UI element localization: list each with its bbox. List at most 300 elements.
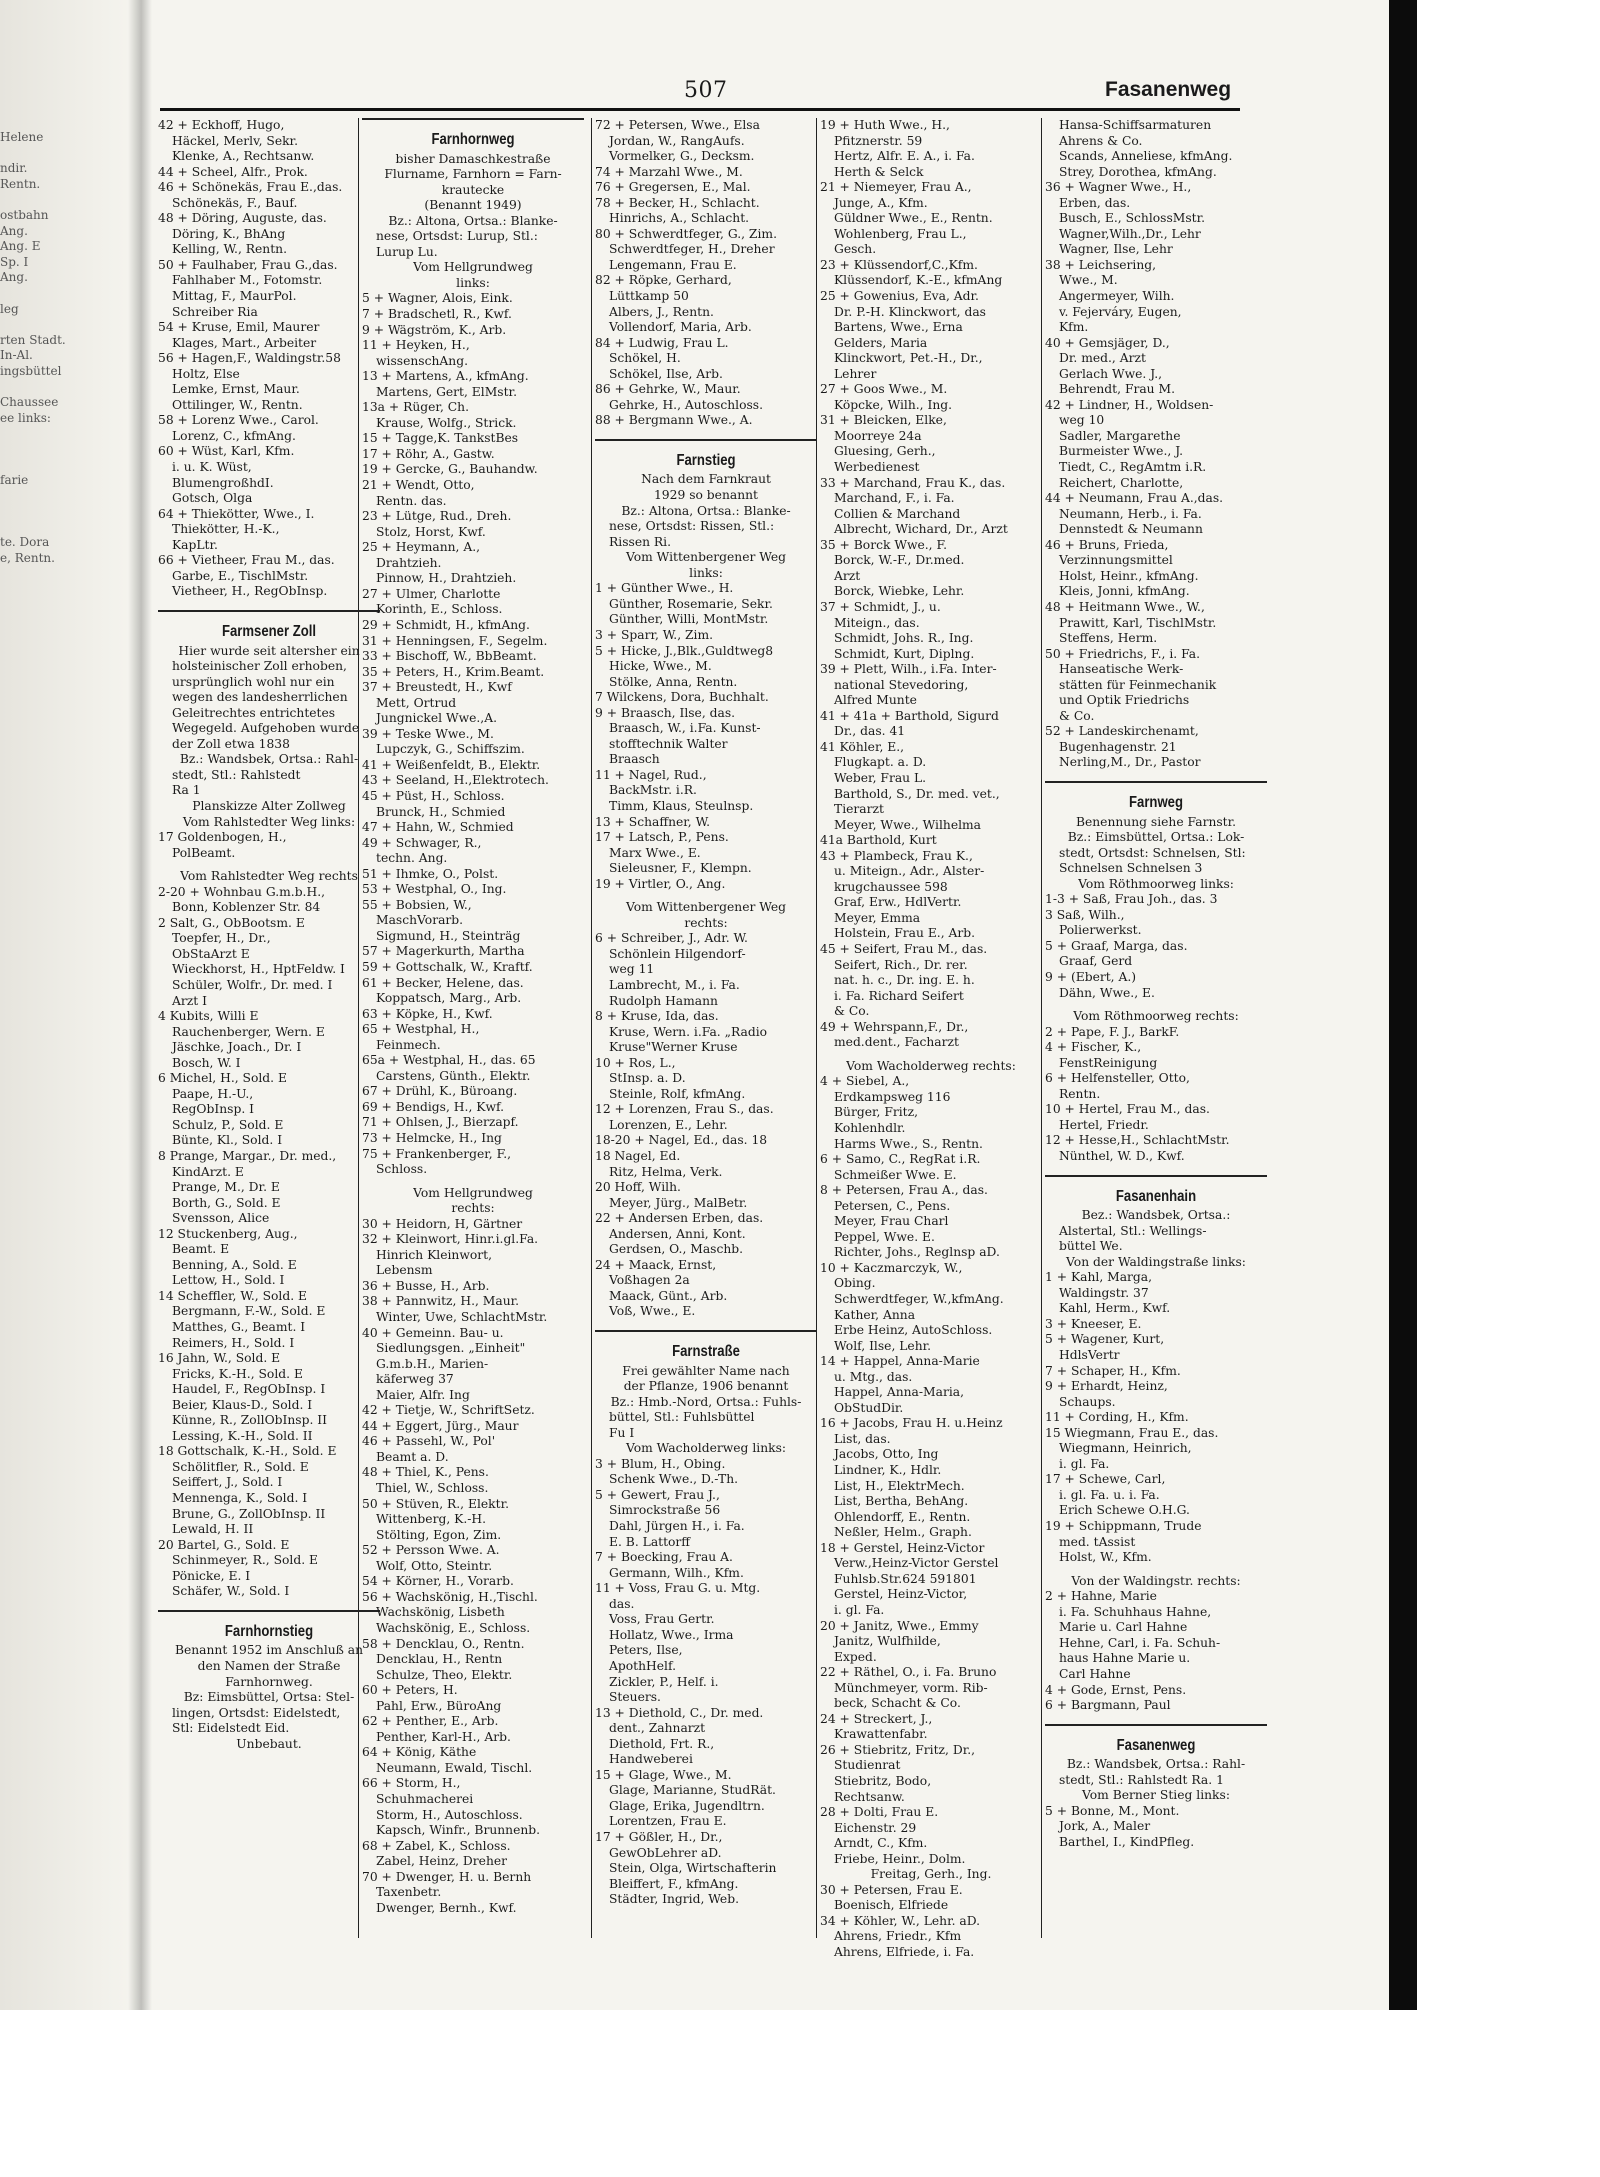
- directory-entry: List, H., ElektrMech.: [834, 1478, 965, 1493]
- directory-entry: Sieleusner, F., Klempn.: [609, 861, 752, 876]
- directory-entry: Holst, Heinr., kfmAng.: [1059, 568, 1199, 583]
- directory-entry: Bleiffert, F., kfmAng.: [609, 1876, 739, 1891]
- directory-entry: Güldner Wwe., E., Rentn.: [834, 211, 993, 226]
- directory-entry: Barthold, S., Dr. med. vet.,: [834, 786, 1000, 801]
- fragment-line: [0, 317, 56, 333]
- directory-entry: Andersen, Anni, Kont.: [609, 1226, 746, 1241]
- directory-entry: Weber, Frau L.: [834, 770, 927, 785]
- directory-entry: Mittag, F., MaurPol.: [172, 289, 297, 304]
- directory-entry: Zickler, P., Helf. i.: [609, 1674, 719, 1689]
- street-heading: Farnstraße: [672, 1343, 740, 1361]
- directory-entry: wegen des landesherrlichen: [172, 690, 348, 705]
- directory-entry: Vietheer, H., RegObInsp.: [172, 584, 328, 599]
- directory-entry: Wohlenberg, Frau L.,: [834, 226, 967, 241]
- directory-entry: Stein, Olga, Wirtschafterin: [609, 1861, 777, 1876]
- directory-entry: stätten für Feinmechanik: [1059, 677, 1217, 692]
- directory-entry: Reichert, Charlotte,: [1059, 475, 1184, 490]
- directory-entry: Erbe Heinz, AutoSchloss.: [834, 1323, 993, 1338]
- directory-entry: 41 Köhler, E.,: [820, 739, 905, 754]
- directory-entry: stedt, Ortsdst: Schnelsen, Stl:: [1059, 845, 1246, 860]
- directory-entry: Arndt, C., Kfm.: [834, 1836, 928, 1851]
- directory-entry: Schwerdtfeger, W.,kfmAng.: [834, 1292, 1004, 1307]
- directory-entry: Jork, A., Maler: [1059, 1819, 1151, 1834]
- directory-entry: 5 + Bonne, M., Mont.: [1045, 1803, 1180, 1818]
- directory-entry: Bz.: Eimsbüttel, Ortsa.: Lok-: [1067, 830, 1245, 845]
- directory-entry: Fricks, K.-H., Sold. E: [172, 1366, 303, 1381]
- directory-entry: 25 + Gowenius, Eva, Adr.: [820, 289, 979, 304]
- directory-entry: Köpcke, Wilh., Ing.: [834, 397, 953, 412]
- directory-entry: Behrendt, Frau M.: [1059, 382, 1176, 397]
- directory-entry: Krause, Wolfg., Strick.: [376, 415, 517, 430]
- directory-entry: Vom Wittenbergener Weg: [625, 900, 787, 915]
- directory-entry: nese, Ortsdst: Lurup, Stl.:: [376, 229, 538, 244]
- directory-entry: Arzt: [834, 568, 861, 583]
- directory-entry: Lambrecht, M., i. Fa.: [609, 977, 740, 992]
- directory-entry: Wagner,Wilh.,Dr., Lehr: [1059, 226, 1201, 241]
- directory-entry: 13 + Diethold, C., Dr. med.: [595, 1705, 764, 1720]
- directory-entry: 11 + Nagel, Rud.,: [595, 767, 707, 782]
- directory-entry: Drahtzieh.: [376, 555, 442, 570]
- fragment-line: e, Rentn.: [0, 551, 55, 566]
- directory-entry: Borth, G., Sold. E: [172, 1195, 281, 1210]
- directory-entry: Bez.: Wandsbek, Ortsa.:: [1081, 1208, 1231, 1223]
- directory-entry: 56 + Wachskönig, H.,Tischl.: [362, 1589, 538, 1604]
- directory-entry: Steuers.: [609, 1690, 661, 1705]
- directory-entry: 50 + Faulhaber, Frau G.,das.: [158, 257, 338, 272]
- directory-entry: Schreiber Ria: [172, 304, 258, 319]
- directory-entry: Schäfer, W., Sold. I: [172, 1584, 290, 1599]
- directory-entry: 6 + Schreiber, J., Adr. W.: [595, 931, 748, 946]
- directory-entry: 23 + Lütge, Rud., Dreh.: [362, 509, 512, 524]
- directory-entry: Kruse"Werner Kruse: [609, 1040, 738, 1055]
- directory-entry: 11 + Cording, H., Kfm.: [1045, 1410, 1189, 1425]
- street-heading: Farmsener Zoll: [221, 622, 317, 640]
- directory-entry: Vom Rahlstedter Weg links:: [182, 814, 356, 829]
- directory-entry: Graaf, Gerd: [1059, 954, 1133, 969]
- directory-entry: 82 + Röpke, Gerhard,: [595, 273, 732, 288]
- directory-entry: Stiebritz, Bodo,: [834, 1773, 932, 1788]
- directory-entry: 76 + Gregersen, E., Mal.: [595, 180, 751, 195]
- directory-entry: Kfm.: [1059, 320, 1089, 335]
- directory-entry: Neßler, Helm., Graph.: [834, 1525, 972, 1540]
- directory-entry: GewObLehrer aD.: [609, 1845, 722, 1860]
- directory-entry: 9 + (Ebert, A.): [1045, 969, 1137, 984]
- directory-entry: Borck, W.-F., Dr.med.: [834, 553, 965, 568]
- fragment-line: ee links:: [0, 410, 51, 425]
- directory-entry: Hinrichs, A., Schlacht.: [609, 211, 750, 226]
- directory-entry: links:: [456, 275, 490, 290]
- fragment-line: te. Dora: [0, 535, 50, 550]
- directory-entry: Voßhagen 2a: [609, 1273, 690, 1288]
- directory-entry: 15 Wiegmann, Frau E., das.: [1045, 1425, 1219, 1440]
- directory-entry: Vom Röthmoorweg rechts:: [1073, 1009, 1239, 1024]
- directory-entry: 17 Goldenbogen, H.,: [158, 830, 287, 845]
- directory-entry: Vom Berner Stieg links:: [1082, 1788, 1230, 1803]
- directory-entry: 20 + Janitz, Wwe., Emmy: [820, 1618, 979, 1633]
- directory-entry: 45 + Püst, H., Schloss.: [362, 788, 505, 803]
- directory-entry: 31 + Henningsen, F., Segelm.: [362, 633, 548, 648]
- directory-column-2: [362, 118, 584, 1958]
- fragment-line: Ang.: [0, 270, 28, 285]
- fragment-line: In-Al.: [0, 348, 33, 363]
- street-heading: Fasanenhain: [1115, 1187, 1197, 1205]
- fragment-line: [0, 146, 56, 162]
- directory-entry: national Stevedoring,: [834, 677, 969, 692]
- directory-entry: Seiffert, J., Sold. I: [172, 1475, 283, 1490]
- directory-entry: Janitz, Wulfhilde,: [834, 1634, 941, 1649]
- directory-entry: Barthel, I., KindPfleg.: [1059, 1834, 1195, 1849]
- directory-entry: Ritz, Helma, Verk.: [609, 1164, 723, 1179]
- directory-entry: Borck, Wiebke, Lehr.: [834, 584, 965, 599]
- directory-entry: 49 + Schwager, R.,: [362, 835, 482, 850]
- directory-entry: Planskizze Alter Zollweg: [192, 798, 346, 813]
- directory-entry: 25 + Heymann, A.,: [362, 540, 481, 555]
- directory-entry: Albrecht, Wichard, Dr., Arzt: [834, 522, 1008, 537]
- directory-entry: 75 + Frankenberger, F.,: [362, 1146, 512, 1161]
- directory-entry: Pahl, Erw., BüroAng: [376, 1698, 502, 1713]
- directory-entry: Exped.: [834, 1649, 877, 1664]
- directory-entry: List, Bertha, BehAng.: [834, 1494, 969, 1509]
- directory-entry: Eichenstr. 29: [834, 1820, 917, 1835]
- directory-entry: Alstertal, Stl.: Wellings-: [1059, 1223, 1207, 1238]
- fragment-line: ingsbüttel: [0, 363, 62, 378]
- directory-entry: Waldingstr. 37: [1059, 1285, 1149, 1300]
- directory-entry: 17 + Gößler, H., Dr.,: [595, 1829, 723, 1844]
- directory-entry: Junge, A., Kfm.: [834, 195, 928, 210]
- directory-entry: 34 + Köhler, W., Lehr. aD.: [820, 1913, 981, 1928]
- directory-entry: Günther, Rosemarie, Sekr.: [609, 596, 773, 611]
- previous-page-fragment: [0, 130, 66, 567]
- directory-entry: Lettow, H., Sold. I: [172, 1273, 285, 1288]
- directory-entry: Gerdsen, O., Maschb.: [609, 1242, 744, 1257]
- directory-entry: 64 + König, Käthe: [362, 1745, 477, 1760]
- directory-entry: Hicke, Wwe., M.: [609, 659, 712, 674]
- directory-entry: 19 + Huth Wwe., H.,: [820, 118, 950, 132]
- directory-entry: Bonn, Koblenzer Str. 84: [172, 900, 321, 915]
- directory-entry: 73 + Helmcke, H., Ing: [362, 1131, 502, 1145]
- directory-entry: Nerling,M., Dr., Pastor: [1059, 755, 1201, 770]
- directory-entry: 1 + Günther Wwe., H.: [595, 581, 734, 596]
- directory-entry: krugchaussee 598: [834, 879, 948, 894]
- directory-entry: Lebensm: [376, 1263, 433, 1278]
- directory-entry: 88 + Bergmann Wwe., A.: [595, 413, 753, 428]
- directory-entry: 4 + Siebel, A.,: [820, 1074, 910, 1089]
- spacer: [1045, 1001, 1267, 1009]
- directory-entry: Wachskönig, Lisbeth: [376, 1605, 505, 1620]
- directory-entry: 65a + Westphal, H., das. 65: [362, 1053, 536, 1068]
- directory-entry: Dwenger, Bernh., Kwf.: [376, 1900, 517, 1915]
- directory-entry: Rentn.: [1059, 1086, 1101, 1101]
- directory-entry: Lurup Lu.: [376, 244, 438, 259]
- directory-entry: Wachskönig, E., Schloss.: [376, 1620, 531, 1635]
- directory-entry: Bz.: Altona, Ortsa.: Blanke-: [621, 503, 791, 518]
- directory-entry: Kruse, Wern. i.Fa. „Radio: [609, 1024, 768, 1039]
- directory-entry: Krawattenfabr.: [834, 1727, 928, 1742]
- directory-entry: 1929 so benannt: [653, 488, 758, 503]
- directory-entry: 9 + Braasch, Ilse, das.: [595, 705, 736, 720]
- directory-entry: weg 10: [1059, 413, 1105, 428]
- directory-entry: dent., Zahnarzt: [609, 1721, 706, 1736]
- directory-entry: Brunck, H., Schmied: [376, 804, 506, 819]
- directory-entry: Beamt. E: [172, 1242, 230, 1257]
- directory-entry: 57 + Magerkurth, Martha: [362, 944, 525, 959]
- directory-entry: Lengemann, Frau E.: [609, 257, 737, 272]
- directory-entry: PolBeamt.: [172, 845, 236, 860]
- directory-entry: Dr., das. 41: [834, 724, 906, 739]
- fragment-line: [0, 286, 56, 302]
- directory-entry: Korinth, E., Schloss.: [376, 602, 503, 617]
- directory-entry: Zabel, Heinz, Dreher: [376, 1854, 508, 1869]
- directory-entry: Stl: Eidelstedt Eid.: [172, 1721, 290, 1736]
- directory-column-3: [595, 118, 817, 1958]
- directory-entry: Toepfer, H., Dr.,: [172, 931, 271, 946]
- directory-entry: Harms Wwe., S., Rentn.: [834, 1136, 983, 1151]
- directory-entry: 14 + Happel, Anna-Marie: [820, 1354, 980, 1369]
- directory-entry: Vom Röthmoorweg links:: [1078, 876, 1234, 891]
- directory-entry: Glage, Erika, Jugendltrn.: [609, 1798, 765, 1813]
- directory-entry: 18 + Gerstel, Heinz-Victor: [820, 1540, 985, 1555]
- directory-entry: 51 + Ihmke, O., Polst.: [362, 866, 499, 881]
- directory-entry: 8 Prange, Margar., Dr. med.,: [158, 1149, 337, 1163]
- directory-entry: Schenk Wwe., D.-Th.: [609, 1472, 739, 1487]
- directory-entry: 35 + Peters, H., Krim.Beamt.: [362, 664, 545, 679]
- section-rule: [595, 439, 817, 441]
- directory-entry: 1 + Kahl, Marga,: [1045, 1270, 1153, 1285]
- directory-entry: Ahrens & Co.: [1059, 133, 1143, 148]
- directory-entry: Von der Waldingstraße links:: [1066, 1254, 1246, 1269]
- directory-entry: Klüssendorf, K.-E., kfmAng: [834, 273, 1003, 288]
- directory-entry: Rauchenberger, Wern. E: [172, 1024, 325, 1039]
- directory-entry: 27 + Goos Wwe., M.: [820, 382, 948, 397]
- fragment-line: farie: [0, 473, 29, 488]
- directory-entry: Mett, Ortrud: [376, 695, 457, 710]
- directory-entry: 29 + Schmidt, H., kfmAng.: [362, 617, 530, 632]
- directory-entry: 60 + Wüst, Karl, Kfm.: [158, 444, 295, 459]
- directory-entry: Prange, M., Dr. E: [172, 1180, 280, 1195]
- directory-entry: Flurname, Farnhorn = Farn-: [384, 167, 562, 182]
- directory-entry: 53 + Westphal, O., Ing.: [362, 882, 507, 897]
- directory-entry: 5 + Hicke, J.,Blk.,Guldtweg8: [595, 643, 774, 658]
- directory-entry: 17 + Latsch, P., Pens.: [595, 830, 729, 845]
- directory-entry: Kapsch, Winfr., Brunnenb.: [376, 1823, 541, 1838]
- directory-entry: 62 + Penther, E., Arb.: [362, 1714, 499, 1729]
- section-rule: [362, 118, 584, 120]
- directory-entry: Wieckhorst, H., HptFeldw. I: [172, 962, 345, 977]
- directory-entry: Schwerdtfeger, H., Dreher: [609, 242, 775, 257]
- directory-entry: Gesch.: [834, 242, 877, 257]
- directory-entry: Bartens, Wwe., Erna: [834, 320, 963, 335]
- directory-entry: Fu I: [609, 1425, 635, 1440]
- directory-entry: 63 + Köpke, H., Kwf.: [362, 1006, 493, 1021]
- directory-entry: 6 Michel, H., Sold. E: [158, 1071, 287, 1086]
- directory-entry: Stolz, Horst, Kwf.: [376, 524, 486, 539]
- directory-entry: 16 + Jacobs, Frau H. u.Heinz: [820, 1416, 1003, 1431]
- directory-entry: Gotsch, Olga: [172, 491, 253, 506]
- directory-entry: Fuhlsb.Str.624 591801: [834, 1571, 977, 1586]
- directory-entry: Benning, A., Sold. E: [172, 1257, 297, 1272]
- fragment-line: leg: [0, 301, 19, 316]
- directory-entry: Benannt 1952 im Anschluß an: [174, 1643, 364, 1658]
- directory-entry: rechts:: [684, 915, 728, 930]
- directory-entry: 13 + Martens, A., kfmAng.: [362, 369, 529, 384]
- directory-entry: i. gl. Fa.: [834, 1602, 885, 1617]
- directory-entry: 36 + Busse, H., Arb.: [362, 1278, 490, 1293]
- directory-entry: Kather, Anna: [834, 1307, 916, 1322]
- directory-entry: 10 + Kaczmarczyk, W.,: [820, 1260, 963, 1275]
- directory-entry: 3 + Kneeser, E.: [1045, 1316, 1142, 1331]
- directory-entry: Mennenga, K., Sold. I: [172, 1491, 308, 1506]
- directory-entry: Schüler, Wolfr., Dr. med. I: [172, 977, 333, 992]
- directory-entry: Lemke, Ernst, Maur.: [172, 382, 300, 397]
- directory-entry: stofftechnik Walter: [609, 736, 728, 751]
- directory-entry: 70 + Dwenger, H. u. Bernh: [362, 1869, 532, 1884]
- directory-entry: 10 + Ros, L.,: [595, 1055, 676, 1070]
- directory-entry: Lewald, H. II: [172, 1522, 254, 1537]
- directory-entry: Rechtsanw.: [834, 1789, 905, 1804]
- directory-entry: Collien & Marchand: [834, 506, 961, 521]
- directory-entry: 13a + Rüger, Ch.: [362, 400, 470, 415]
- directory-entry: Wagner, Ilse, Lehr: [1059, 242, 1173, 257]
- directory-entry: Petersen, C., Pens.: [834, 1198, 951, 1213]
- directory-entry: 23 + Klüssendorf,C.,Kfm.: [820, 257, 978, 272]
- directory-entry: 44 + Eggert, Jürg., Maur: [362, 1418, 519, 1433]
- directory-entry: Wwe., M.: [1059, 273, 1118, 288]
- directory-entry: Münchmeyer, vorm. Rib-: [834, 1680, 988, 1695]
- directory-entry: Ohlendorff, E., Rentn.: [834, 1509, 971, 1524]
- directory-entry: Schulze, Theo, Elektr.: [376, 1667, 513, 1682]
- directory-entry: Carstens, Günth., Elektr.: [376, 1068, 531, 1083]
- directory-entry: 38 + Pannwitz, H., Maur.: [362, 1294, 520, 1309]
- directory-entry: 7 Wilckens, Dora, Buchhalt.: [595, 690, 769, 705]
- directory-entry: Bosch, W. I: [172, 1055, 241, 1070]
- directory-entry: 78 + Becker, H., Schlacht.: [595, 195, 760, 210]
- directory-entry: 26 + Stiebritz, Fritz, Dr.,: [820, 1742, 976, 1757]
- directory-entry: i. Fa. Schuhhaus Hahne,: [1059, 1604, 1212, 1619]
- directory-entry: 9 + Wägström, K., Arb.: [362, 322, 507, 337]
- directory-entry: Lehrer: [834, 366, 877, 381]
- directory-entry: Gelders, Maria: [834, 335, 928, 350]
- directory-entry: lingen, Ortsdst: Eidelstedt,: [172, 1705, 341, 1720]
- directory-entry: 24 + Maack, Ernst,: [595, 1257, 717, 1272]
- directory-entry: 12 Stuckenberg, Aug.,: [158, 1226, 298, 1241]
- directory-entry: StInsp. a. D.: [609, 1071, 686, 1086]
- running-head: Fasanenweg: [1105, 78, 1232, 101]
- directory-entry: techn. Ang.: [376, 851, 448, 866]
- directory-entry: Häckel, Merlv, Sekr.: [172, 133, 298, 148]
- directory-entry: 42 + Eckhoff, Hugo,: [158, 118, 285, 132]
- directory-entry: Steinle, Rolf, kfmAng.: [609, 1086, 746, 1101]
- directory-entry: büttel, Stl.: Fuhlsbüttel: [609, 1410, 755, 1425]
- directory-entry: Erben, das.: [1059, 195, 1131, 210]
- directory-entry: Bürger, Fritz,: [834, 1105, 919, 1120]
- directory-entry: Meyer, Emma: [834, 910, 921, 925]
- directory-entry: Meyer, Jürg., MalBetr.: [609, 1195, 748, 1210]
- directory-entry: RegObInsp. I: [172, 1102, 254, 1117]
- directory-entry: 16 Jahn, W., Sold. E: [158, 1351, 281, 1366]
- directory-entry: Holst, W., Kfm.: [1059, 1550, 1152, 1565]
- directory-entry: 54 + Körner, H., Vorarb.: [362, 1574, 514, 1589]
- directory-entry: v. Fejerváry, Eugen,: [1059, 304, 1182, 319]
- directory-entry: stedt, Stl.: Rahlstedt Ra. 1: [1059, 1772, 1224, 1787]
- fragment-line: [0, 380, 56, 396]
- directory-entry: Schönlein Hilgendorf-: [609, 946, 746, 961]
- directory-entry: Hanseatische Werk-: [1059, 662, 1184, 677]
- directory-entry: med. tAssist: [1059, 1534, 1136, 1549]
- directory-entry: Glage, Marianne, StudRät.: [609, 1783, 776, 1798]
- directory-entry: Stölke, Anna, Rentn.: [609, 674, 738, 689]
- directory-entry: 50 + Stüven, R., Elektr.: [362, 1496, 510, 1511]
- directory-entry: HdlsVertr: [1059, 1348, 1120, 1363]
- directory-entry: 17 + Schewe, Carl,: [1045, 1472, 1166, 1487]
- directory-entry: Voß, Wwe., E.: [609, 1304, 696, 1319]
- directory-entry: Schnelsen Schnelsen 3: [1059, 861, 1203, 876]
- directory-entry: Simrockstraße 56: [609, 1503, 721, 1518]
- directory-entry: Penther, Karl-H., Arb.: [376, 1729, 511, 1744]
- directory-entry: Kelling, W., Rentn.: [172, 242, 287, 257]
- directory-entry: holsteinischer Zoll erhoben,: [172, 659, 347, 674]
- directory-entry: Tiedt, C., RegAmtm i.R.: [1059, 460, 1207, 475]
- directory-entry: Lindner, K., Hdlr.: [834, 1463, 942, 1478]
- directory-entry: med.dent., Facharzt: [834, 1035, 959, 1050]
- directory-entry: Neumann, Herb., i. Fa.: [1059, 506, 1202, 521]
- directory-entry: Wegegeld. Aufgehoben wurde: [172, 721, 360, 736]
- directory-entry: Seifert, Rich., Dr. rer.: [834, 957, 968, 972]
- directory-entry: Freitag, Gerh., Ing.: [870, 1867, 992, 1882]
- directory-entry: Vom Hellgrundweg: [413, 260, 533, 275]
- directory-entry: i. Fa. Richard Seifert: [834, 988, 964, 1003]
- directory-entry: Arzt I: [172, 993, 207, 1008]
- directory-entry: links:: [689, 565, 723, 580]
- directory-entry: Vom Wittenbergener Weg: [625, 550, 787, 565]
- directory-entry: 48 + Döring, Auguste, das.: [158, 211, 327, 226]
- section-rule: [158, 1610, 380, 1612]
- directory-entry: Meyer, Wwe., Wilhelma: [834, 817, 982, 832]
- directory-entry: 60 + Peters, H.: [362, 1683, 458, 1698]
- directory-entry: Bünte, Kl., Sold. I: [172, 1133, 283, 1148]
- directory-entry: Thiel, W., Schloss.: [376, 1481, 489, 1496]
- directory-entry: Angermeyer, Wilh.: [1059, 289, 1175, 304]
- fragment-line: Rentn.: [0, 176, 41, 191]
- directory-entry: 30 + Petersen, Frau E.: [820, 1882, 963, 1897]
- directory-entry: 66 + Vietheer, Frau M., das.: [158, 553, 335, 568]
- directory-entry: Albers, J., Rentn.: [609, 304, 714, 319]
- directory-entry: 80 + Schwerdtfeger, G., Zim.: [595, 226, 777, 241]
- fragment-line: rten Stadt.: [0, 332, 66, 347]
- directory-entry: Wolf, Otto, Steintr.: [376, 1558, 493, 1573]
- directory-entry: 35 + Borck Wwe., F.: [820, 537, 948, 552]
- directory-entry: Schökel, Ilse, Arb.: [609, 366, 723, 381]
- directory-entry: 21 + Wendt, Otto,: [362, 478, 475, 493]
- fragment-line: Helene: [0, 130, 44, 144]
- directory-entry: Schuhmacherei: [376, 1791, 474, 1806]
- directory-entry: 48 + Heitmann Wwe., W.,: [1045, 599, 1205, 614]
- directory-entry: Vormelker, G., Decksm.: [609, 149, 755, 164]
- section-rule: [595, 1330, 817, 1332]
- directory-entry: Garbe, E., TischlMstr.: [172, 568, 309, 583]
- directory-entry: Jacobs, Otto, Ing: [834, 1447, 939, 1462]
- directory-entry: 40 + Gemsjäger, D.,: [1045, 335, 1170, 350]
- directory-entry: Lüttkamp 50: [609, 289, 689, 304]
- directory-entry: Alfred Munte: [834, 693, 917, 708]
- header-rule: [160, 108, 1240, 111]
- directory-entry: der Zoll etwa 1838: [172, 736, 290, 751]
- directory-entry: 2 + Hahne, Marie: [1045, 1589, 1157, 1604]
- directory-entry: 1-3 + Saß, Frau Joh., das. 3: [1045, 892, 1218, 907]
- directory-entry: Bz.: Wandsbek, Ortsa.: Rahl-: [1066, 1757, 1246, 1772]
- directory-entry: 4 + Gode, Ernst, Pens.: [1045, 1682, 1187, 1697]
- directory-entry: 86 + Gehrke, W., Maur.: [595, 382, 741, 397]
- directory-entry: 42 + Tietje, W., SchriftSetz.: [362, 1403, 535, 1418]
